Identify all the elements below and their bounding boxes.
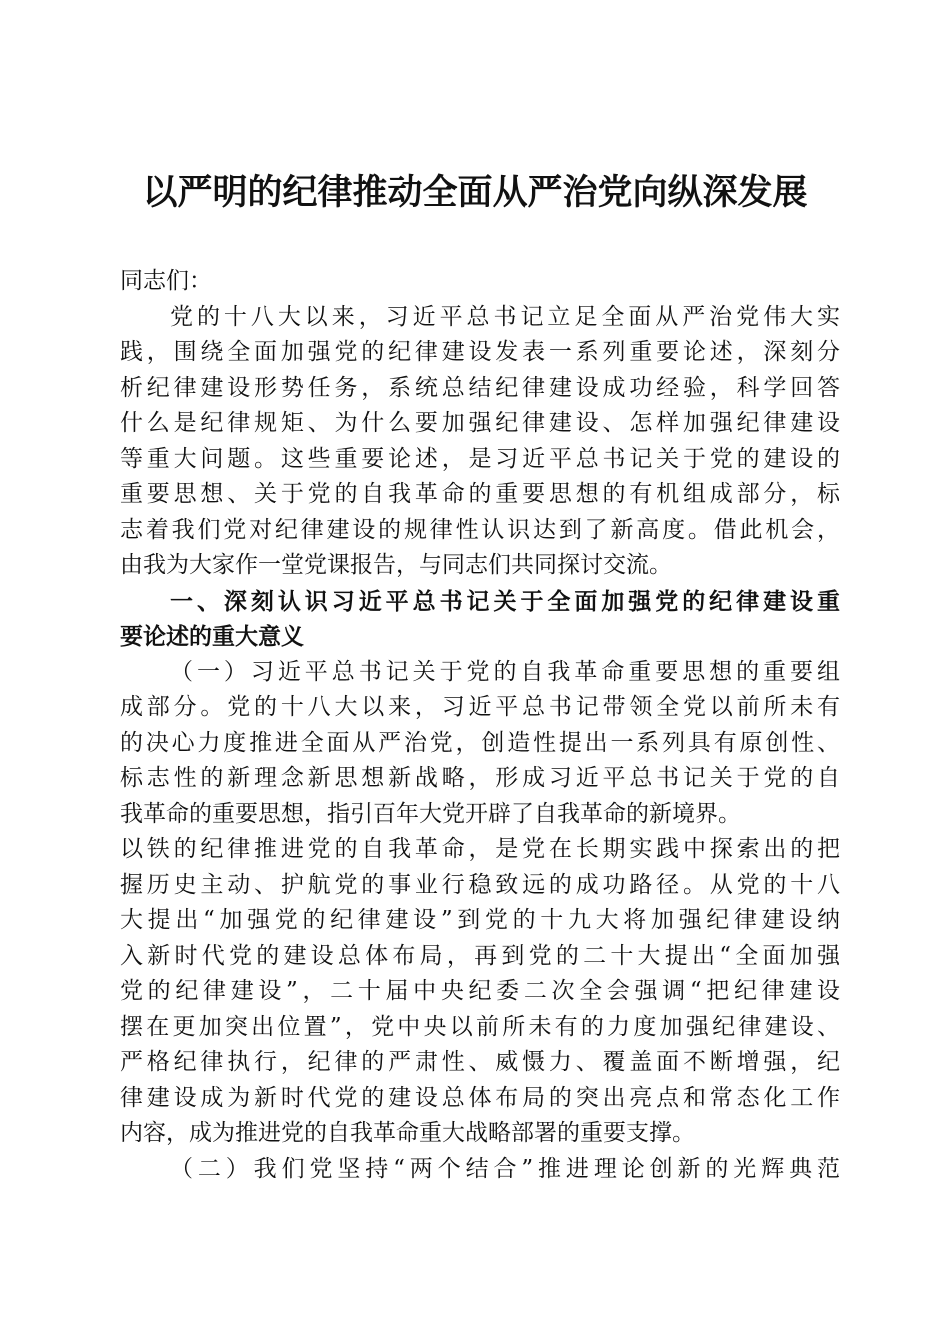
paragraph-line: 入新时代党的建设总体布局，再到党的二十大提出“全面加强 xyxy=(120,942,840,969)
paragraph-line: 的决心力度推进全面从严治党，创造性提出一系列具有原创性、 xyxy=(120,729,840,756)
paragraph-line: （二）我们党坚持“两个结合”推进理论创新的光辉典范 xyxy=(170,1155,840,1182)
paragraph-line: 我革命的重要思想，指引百年大党开辟了自我革命的新境界。 xyxy=(120,800,741,827)
paragraph-line: 严格纪律执行，纪律的严肃性、威慑力、覆盖面不断增强，纪 xyxy=(120,1049,840,1075)
greeting: 同志们： xyxy=(120,268,212,294)
document-title: 以严明的纪律推动全面从严治党向纵深发展 xyxy=(142,172,808,213)
paragraph-line: 由我为大家作一堂党课报告，与同志们共同探讨交流。 xyxy=(120,552,672,578)
document-body xyxy=(120,264,840,1187)
paragraph-line: 践，围绕全面加强党的纪律建设发表一系列重要论述，深刻分 xyxy=(120,339,840,365)
paragraph-line: 重要思想、关于党的自我革命的重要思想的有机组成部分，标 xyxy=(120,481,840,507)
paragraph-line: 以铁的纪律推进党的自我革命，是党在长期实践中探索出的把 xyxy=(120,836,840,862)
section-heading: 一、深刻认识习近平总书记关于全面加强党的纪律建设重 xyxy=(170,587,840,615)
paragraph-line: （一）习近平总书记关于党的自我革命重要思想的重要组 xyxy=(170,658,840,685)
paragraph-line: 摆在更加突出位置”，党中央以前所未有的力度加强纪律建设、 xyxy=(120,1013,840,1040)
paragraph-line: 等重大问题。这些重要论述，是习近平总书记关于党的建设的 xyxy=(120,445,840,472)
paragraph-line: 大提出“加强党的纪律建设”到党的十九大将加强纪律建设纳 xyxy=(120,907,840,933)
paragraph-line: 党的十八大以来，习近平总书记立足全面从严治党伟大实 xyxy=(170,303,840,330)
paragraph-line: 成部分。党的十八大以来，习近平总书记带领全党以前所未有 xyxy=(120,694,840,720)
paragraph-line: 标志性的新理念新思想新战略，形成习近平总书记关于党的自 xyxy=(120,765,840,791)
paragraph-line: 内容，成为推进党的自我革命重大战略部署的重要支撑。 xyxy=(120,1120,695,1146)
paragraph-line: 律建设成为新时代党的建设总体布局的突出亮点和常态化工作 xyxy=(120,1084,840,1111)
paragraph-line: 握历史主动、护航党的事业行稳致远的成功路径。从党的十八 xyxy=(120,871,840,898)
paragraph-line: 析纪律建设形势任务，系统总结纪律建设成功经验，科学回答 xyxy=(120,374,840,401)
paragraph-line: 什么是纪律规矩、为什么要加强纪律建设、怎样加强纪律建设 xyxy=(120,410,840,436)
paragraph-line: 党的纪律建设”，二十届中央纪委二次全会强调“把纪律建设 xyxy=(120,978,840,1004)
paragraph-line: 志着我们党对纪律建设的规律性认识达到了新高度。借此机会， xyxy=(120,516,840,543)
section-heading: 要论述的重大意义 xyxy=(120,623,304,650)
